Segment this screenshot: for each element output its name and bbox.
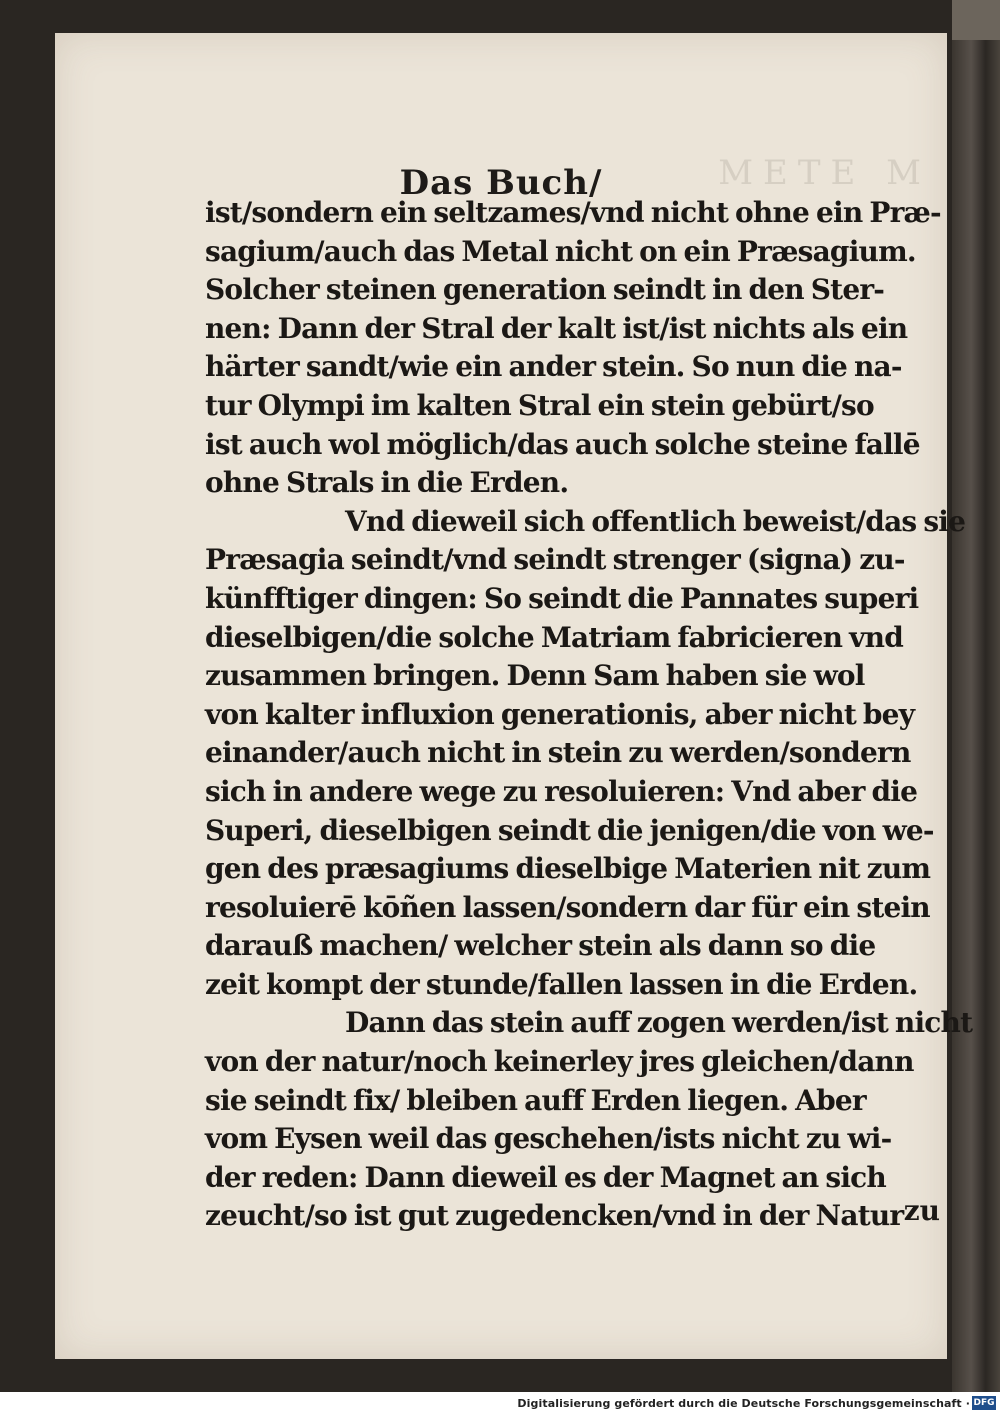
text-line: nen: Dann der Stral der kalt ist/ist nichts als ein bbox=[205, 311, 908, 345]
text-line: Solcher steinen generation seindt in den Ster- bbox=[205, 273, 885, 307]
text-line: ist/sondern ein seltzames/vnd nicht ohne ein Præ- bbox=[205, 196, 941, 229]
text-line: der reden: Dann dieweil es der Magnet an sich bbox=[205, 1160, 886, 1194]
text-line: vom Eysen weil das geschehen/ists nicht zu wi- bbox=[205, 1122, 892, 1156]
text-line: darauß machen/ welcher stein als dann so die bbox=[205, 929, 876, 963]
text-line: gen des præsagiums dieselbige Materien nit zum bbox=[205, 852, 931, 886]
text-line: Dann das stein auff zogen werden/ist nicht bbox=[345, 1006, 973, 1040]
text-line: sich in andere wege zu resoluieren: Vnd aber die bbox=[205, 774, 918, 808]
running-head: Das Buch/ bbox=[399, 163, 603, 203]
text-line: künfftiger dingen: So seindt die Pannates superi bbox=[205, 581, 919, 615]
body-text bbox=[205, 194, 973, 1236]
dfg-logo: DFG bbox=[973, 1398, 995, 1408]
book-edge-top bbox=[952, 0, 1000, 40]
text-line: sie seindt fix/ bleiben auff Erden liegen. Aber bbox=[205, 1083, 866, 1117]
text-line: tur Olympi im kalten Stral ein stein gebürt/so bbox=[205, 388, 874, 422]
text-line: zeit kompt der stunde/fallen lassen in die Erden. bbox=[205, 967, 918, 1001]
text-line: Præsagia seindt/vnd seindt strenger (signa) zu- bbox=[205, 543, 905, 577]
text-line: Superi, dieselbigen seindt die jenigen/die von we- bbox=[205, 813, 934, 847]
text-line: resoluierē kōñen lassen/sondern dar für ein stein bbox=[205, 890, 930, 924]
text-line: ist auch wol möglich/das auch solche steine fallē bbox=[205, 427, 920, 461]
text-line: ohne Strals in die Erden. bbox=[205, 466, 569, 500]
book-edge bbox=[952, 0, 1000, 1392]
text-line: einander/auch nicht in stein zu werden/sondern bbox=[205, 736, 911, 770]
text-line: härter sandt/wie ein ander stein. So nun die na- bbox=[205, 350, 902, 384]
text-line: zusammen bringen. Denn Sam haben sie wol bbox=[205, 659, 865, 693]
text-line: sagium/auch das Metal nicht on ein Præsagium. bbox=[205, 234, 916, 268]
text-line: von kalter influxion generationis, aber nicht bey bbox=[205, 697, 915, 731]
catchword: zu bbox=[903, 1194, 940, 1227]
text-line: dieselbigen/die solche Matriam fabricieren vnd bbox=[205, 620, 903, 654]
text-line: Vnd dieweil sich offentlich beweist/das sie bbox=[345, 504, 966, 538]
bleed-through-text: METE M bbox=[718, 153, 931, 193]
footer-credit: Digitalisierung gefördert durch die Deutsche Forschungsgemeinschaft · bbox=[517, 1397, 970, 1410]
text-line: zeucht/so ist gut zugedencken/vnd in der Natur bbox=[205, 1199, 904, 1233]
text-line: von der natur/noch keinerley jres gleichen/dann bbox=[205, 1045, 914, 1079]
